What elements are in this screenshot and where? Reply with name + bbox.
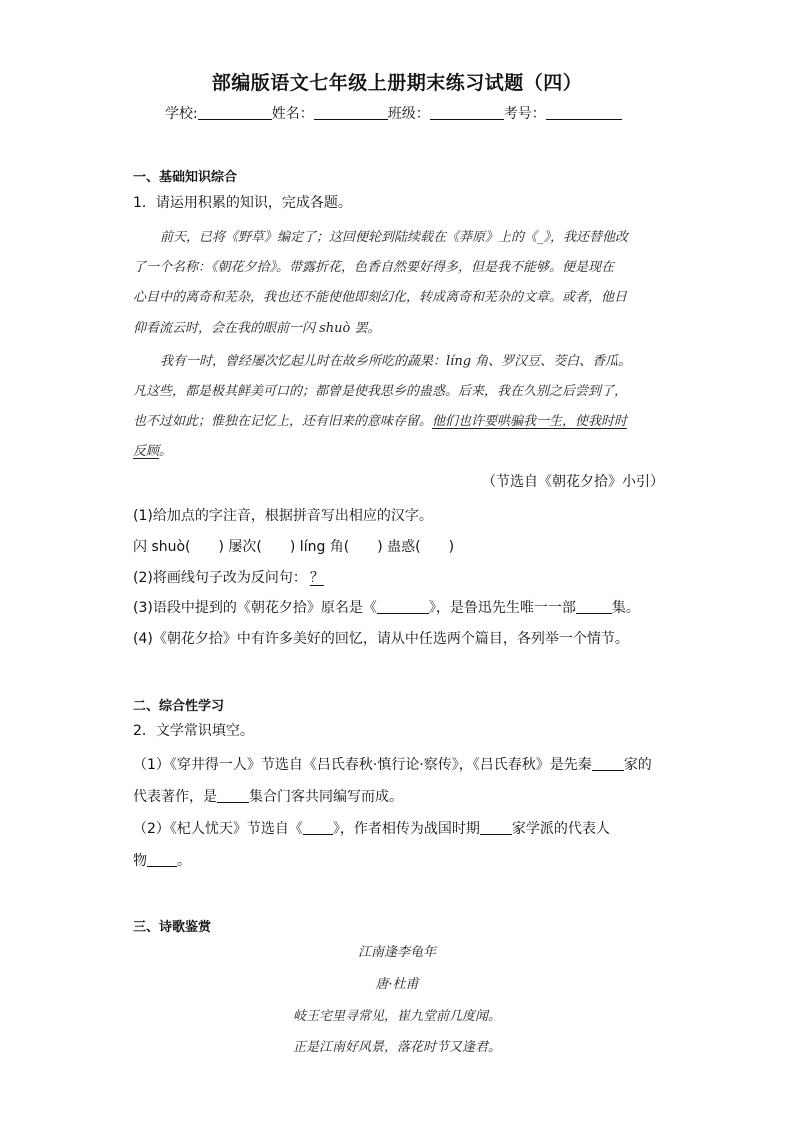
- answer-blank[interactable]: [377, 600, 429, 614]
- exam-no-label: 考号：: [503, 106, 546, 122]
- fill-line: [133, 754, 652, 774]
- fill-text: 。: [177, 853, 191, 869]
- fill-text: 代表著作，是: [133, 789, 217, 805]
- student-info-line: [165, 103, 622, 123]
- class-field[interactable]: [430, 105, 504, 120]
- answer-blank[interactable]: [147, 853, 177, 867]
- poem-title: 江南逢李龟年: [357, 945, 436, 960]
- sub-question-1: (1)给加点的字注音，根据拼音写出相应的汉字。: [133, 508, 433, 524]
- sub-question-2: [133, 567, 327, 587]
- fill-text: 集合门客共同编写而成。: [249, 789, 403, 805]
- poem-line: 岐王宅里寻常见，崔九堂前几度闻。: [292, 1009, 501, 1024]
- fill-line: [133, 786, 403, 806]
- sub-question-3-text: 集。: [611, 600, 640, 616]
- passage-line: 仰看流云时，会在我的眼前一闪 shuò 罢。: [133, 321, 381, 336]
- underlined-sentence: 他们也许要哄骗我一生，使我时时: [432, 414, 628, 429]
- school-field[interactable]: [198, 105, 272, 120]
- passage-text: 也不过如此；惟独在记忆上，还有旧来的意味存留。: [133, 414, 433, 429]
- class-label: 班级：: [387, 106, 430, 122]
- fill-text: （2）《杞人忧天》节选自《: [133, 821, 303, 837]
- sub-question-2-answer: ？: [309, 570, 324, 586]
- sub-question-1-items: 闪 shuò( ) 屡次( ) líng 角( ) 蛊惑( ): [133, 539, 455, 555]
- fill-text: 》，作者相传为战国时期: [332, 821, 480, 837]
- name-label: 姓名：: [271, 106, 314, 122]
- question1-prompt: 1．请运用积累的知识，完成各题。: [133, 195, 352, 211]
- question2-prompt: 2．文学常识填空。: [133, 723, 254, 739]
- answer-blank[interactable]: [303, 821, 333, 835]
- section2-heading: 二、综合性学习: [133, 699, 225, 714]
- passage-line: [133, 410, 627, 429]
- fill-line: [133, 850, 191, 870]
- fill-text: （1）《穿井得一人》节选自《吕氏春秋·慎行论·察传》，《吕氏春秋》是先秦: [133, 757, 592, 773]
- poem-line: 正是江南好风景，落花时节又逢君。: [292, 1040, 501, 1055]
- passage-line: 凡这些，都是极其鲜美可口的；都曾是使我思乡的蛊惑。后来，我在久别之后尝到了，: [133, 384, 628, 399]
- sub-question-3-text: (3)语段中提到的《朝花夕拾》原名是《: [133, 600, 377, 616]
- fill-text: 家的: [623, 757, 652, 773]
- fill-text: 家学派的代表人: [511, 821, 610, 837]
- school-label: 学校:: [165, 106, 198, 122]
- page-title: 部编版语文七年级上册期末练习试题（四）: [211, 72, 583, 94]
- section3-heading: 三、诗歌鉴赏: [133, 920, 212, 935]
- sub-question-4: (4)《朝花夕拾》中有许多美好的回忆，请从中任选两个篇目，各列举一个情节。: [133, 631, 629, 647]
- sub-question-3: [133, 597, 640, 617]
- passage-text: 。: [159, 444, 173, 459]
- sub-question-3-text: 》，是鲁迅先生唯一一部: [428, 600, 576, 616]
- answer-blank[interactable]: [576, 600, 612, 614]
- exam-no-field[interactable]: [546, 105, 622, 120]
- passage-line: 我有一时，曾经屡次忆起儿时在故乡所吃的蔬果：líng 角、罗汉豆、茭白、香瓜。: [160, 354, 632, 369]
- fill-text: 物: [133, 853, 147, 869]
- answer-blank[interactable]: [217, 789, 249, 803]
- poem-author: 唐·杜甫: [375, 977, 419, 992]
- section1-heading: 一、基础知识综合: [133, 170, 238, 185]
- passage-line: 心目中的离奇和芜杂，我也还不能使他即刻幻化，转成离奇和芜杂的文章。或者，他日: [133, 290, 628, 305]
- answer-blank[interactable]: [480, 821, 512, 835]
- name-field[interactable]: [314, 105, 388, 120]
- answer-blank[interactable]: [592, 757, 624, 771]
- fill-line: [133, 818, 610, 838]
- passage-line: [133, 440, 172, 459]
- passage-line: 了一个名称：《朝花夕拾》。带露折花，色香自然要好得多，但是我不能够。便是现在: [133, 260, 615, 275]
- passage-source: （节选自《朝花夕拾》小引）: [482, 474, 664, 490]
- passage-line: 前天，已将《野草》编定了；这回便轮到陆续载在《莽原》上的《_》，我还替他改: [160, 230, 629, 245]
- sub-question-2-text: (2)将画线句子改为反问句：: [133, 570, 307, 586]
- underlined-sentence: 反顾: [133, 444, 160, 459]
